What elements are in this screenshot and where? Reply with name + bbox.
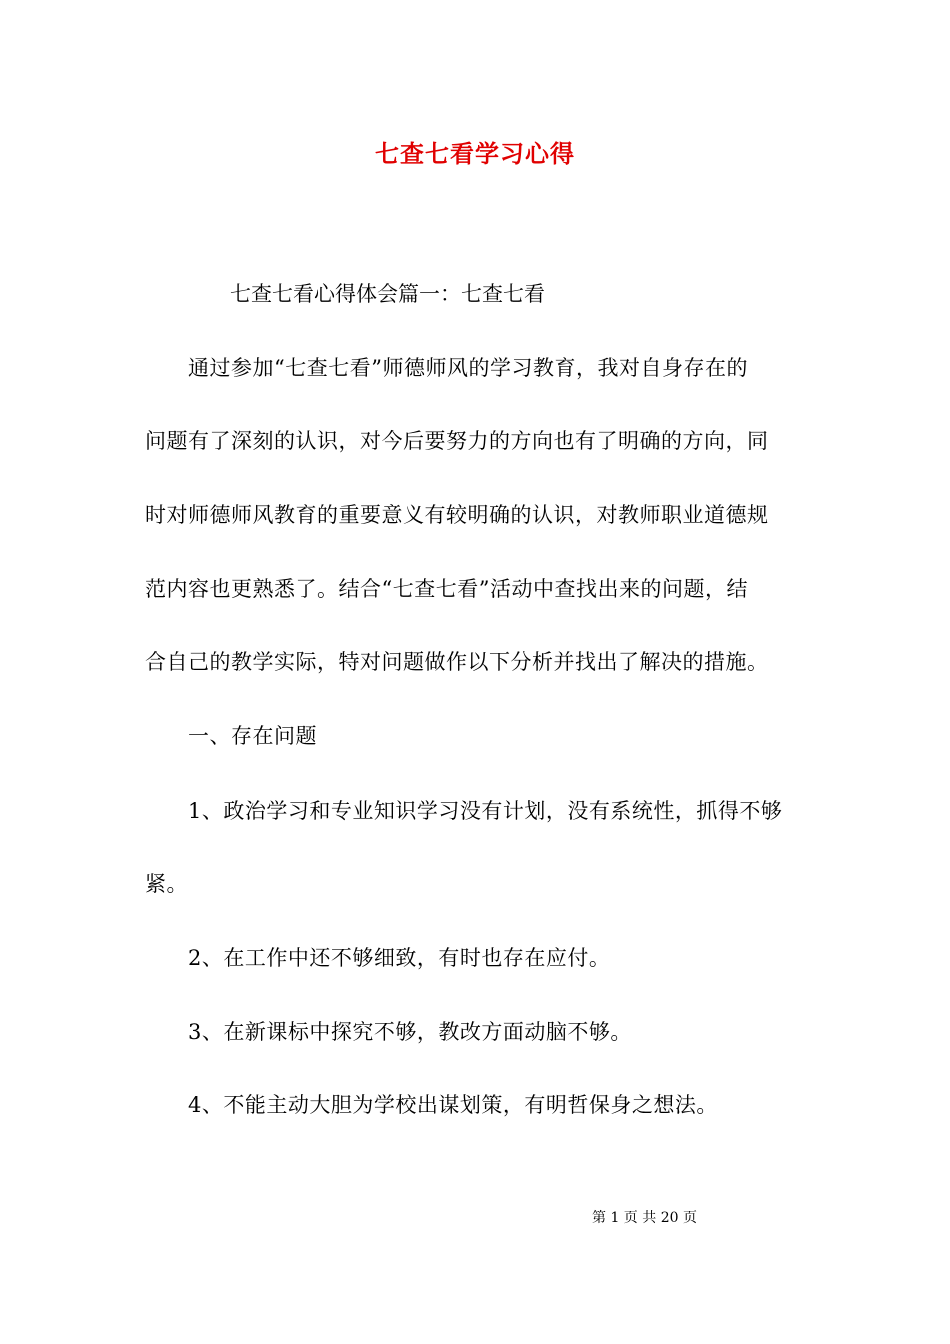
paragraph-line: 范内容也更熟悉了。结合“七查七看”活动中查找出来的问题，结 (145, 577, 748, 601)
paragraph-line: 时对师德师风教育的重要意义有较明确的认识，对教师职业道德规 (145, 503, 769, 527)
section-subtitle: 七查七看心得体会篇一：七查七看 (230, 282, 545, 306)
list-item: 1、政治学习和专业知识学习没有计划，没有系统性，抓得不够 (188, 799, 783, 823)
paragraph-line: 通过参加“七查七看”师德师风的学习教育，我对自身存在的 (188, 356, 748, 380)
paragraph-line: 问题有了深刻的认识，对今后要努力的方向也有了明确的方向，同 (145, 429, 769, 453)
list-item: 2、在工作中还不够细致，有时也存在应付。 (188, 946, 611, 970)
section-heading: 一、存在问题 (188, 724, 317, 748)
paragraph-line: 合自己的教学实际，特对问题做作以下分析并找出了解决的措施。 (145, 650, 769, 674)
list-item-continuation: 紧。 (145, 872, 188, 896)
list-item: 3、在新课标中探究不够，教改方面动脑不够。 (188, 1020, 632, 1044)
list-item: 4、不能主动大胆为学校出谋划策，有明哲保身之想法。 (188, 1093, 718, 1117)
document-title: 七查七看学习心得 (375, 139, 575, 168)
page-number-footer: 第 1 页 共 20 页 (592, 1210, 697, 1226)
